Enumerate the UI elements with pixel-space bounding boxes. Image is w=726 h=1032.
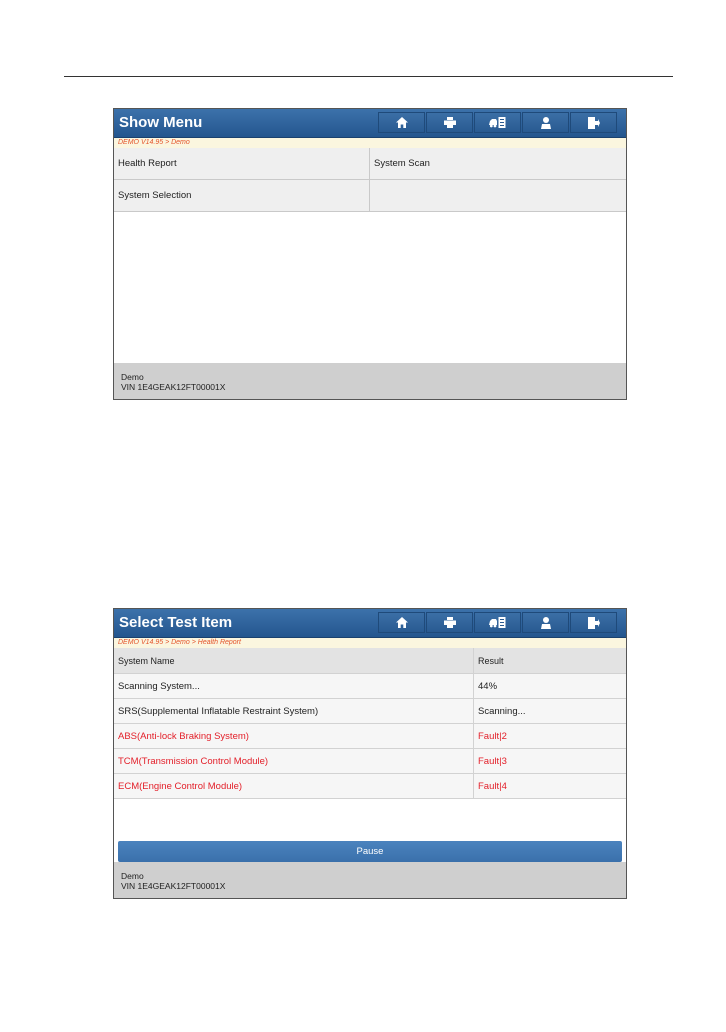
print-button[interactable] bbox=[426, 112, 473, 133]
title-bar bbox=[114, 109, 626, 138]
system-name-cell: Scanning System... bbox=[114, 674, 474, 699]
vehicle-switch-icon bbox=[489, 617, 506, 628]
result-cell: Scanning... bbox=[474, 699, 627, 724]
vehicle-footer bbox=[114, 862, 626, 898]
toolbar bbox=[378, 112, 618, 133]
footer-vin: VIN 1E4GEAK12FT00001X bbox=[121, 382, 226, 392]
system-name-cell: ABS(Anti-lock Braking System) bbox=[114, 724, 474, 749]
vehicle-switch-icon bbox=[489, 117, 506, 128]
menu-grid bbox=[114, 148, 626, 212]
table-row[interactable] bbox=[114, 674, 626, 699]
print-icon bbox=[444, 617, 456, 628]
footer-vin: VIN 1E4GEAK12FT00001X bbox=[121, 881, 226, 891]
exit-button[interactable] bbox=[570, 112, 617, 133]
menu-item-system-selection[interactable]: System Selection bbox=[114, 180, 370, 212]
footer-model: Demo bbox=[121, 871, 144, 881]
vehicle-footer bbox=[114, 363, 626, 399]
user-button[interactable] bbox=[522, 112, 569, 133]
menu-item-system-scan[interactable]: System Scan bbox=[370, 148, 626, 180]
system-name-cell: ECM(Engine Control Module) bbox=[114, 774, 474, 799]
home-button[interactable] bbox=[378, 612, 425, 633]
result-cell: Fault|3 bbox=[474, 749, 627, 774]
print-icon bbox=[444, 117, 456, 128]
breadcrumb: DEMO V14.95 > Demo > Health Report bbox=[114, 638, 626, 648]
menu-item-empty bbox=[370, 180, 626, 212]
pause-button[interactable]: Pause bbox=[118, 841, 622, 862]
print-button[interactable] bbox=[426, 612, 473, 633]
menu-item-health-report[interactable]: Health Report bbox=[114, 148, 370, 180]
exit-button[interactable] bbox=[570, 612, 617, 633]
result-cell: Fault|4 bbox=[474, 774, 627, 799]
column-header-result: Result bbox=[474, 648, 627, 674]
user-icon bbox=[541, 117, 551, 129]
test-item-table bbox=[114, 648, 626, 799]
screen-title: Show Menu bbox=[119, 114, 203, 131]
table-row[interactable] bbox=[114, 699, 626, 724]
footer-model: Demo bbox=[121, 372, 144, 382]
table-header-row bbox=[114, 648, 626, 674]
vehicle-switch-button[interactable] bbox=[474, 112, 521, 133]
user-button[interactable] bbox=[522, 612, 569, 633]
header-rule bbox=[64, 76, 673, 77]
exit-icon bbox=[588, 117, 600, 129]
breadcrumb: DEMO V14.95 > Demo bbox=[114, 138, 626, 148]
select-test-item-screen bbox=[113, 608, 627, 899]
column-header-system-name: System Name bbox=[114, 648, 474, 674]
show-menu-screen bbox=[113, 108, 627, 400]
system-name-cell: SRS(Supplemental Inflatable Restraint System) bbox=[114, 699, 474, 724]
result-cell: 44% bbox=[474, 674, 627, 699]
title-bar bbox=[114, 609, 626, 638]
user-icon bbox=[541, 617, 551, 629]
toolbar bbox=[378, 612, 618, 633]
home-icon bbox=[396, 117, 408, 128]
home-button[interactable] bbox=[378, 112, 425, 133]
vehicle-switch-button[interactable] bbox=[474, 612, 521, 633]
system-name-cell: TCM(Transmission Control Module) bbox=[114, 749, 474, 774]
home-icon bbox=[396, 617, 408, 628]
table-row[interactable] bbox=[114, 774, 626, 799]
table-row[interactable] bbox=[114, 724, 626, 749]
result-cell: Fault|2 bbox=[474, 724, 627, 749]
screen-title: Select Test Item bbox=[119, 614, 233, 631]
exit-icon bbox=[588, 617, 600, 629]
table-row[interactable] bbox=[114, 749, 626, 774]
